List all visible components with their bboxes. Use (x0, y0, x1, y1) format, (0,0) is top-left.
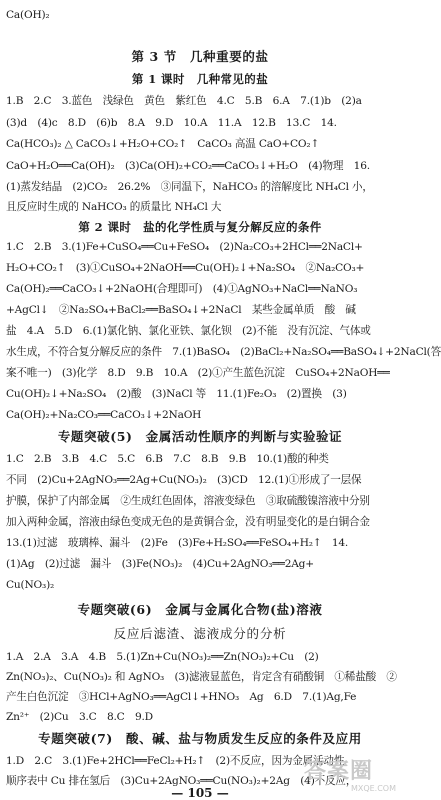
topic-subheading: 反应后滤渣、滤液成分的分析 (113, 626, 287, 641)
text-line: Ca(OH)₂ (6, 9, 50, 21)
text-line: (1)Ag (2)过滤 漏斗 (3)Fe(NO₃)₂ (4)Cu+2AgNO₃══2Ag+ (6, 558, 314, 570)
watermark-logo (304, 760, 396, 796)
text-line: 且反应时生成的 NaHCO₃ 的质量比 NH₄Cl 大 (6, 201, 222, 213)
text-line: 1.D 2.C 3.(1)Fe+2HCl══FeCl₂+H₂↑ (2)不反应，因为金属活动性 (6, 755, 345, 767)
section-heading: 第 3 节 几种重要的盐 (131, 49, 269, 64)
text-line: H₂O+CO₂↑ (3)①CuSO₄+2NaOH══Cu(OH)₂↓+Na₂SO₄ ②Na₂CO₃+ (6, 262, 365, 274)
topic-heading: 专题突破(6) 金属与金属化合物(盐)溶液 (77, 602, 323, 617)
text-line: 不同 (2)Cu+2AgNO₃══2Ag+Cu(NO₃)₂ (3)CD 12.(1)①形成了一层保 (6, 474, 362, 486)
lesson-heading: 第 2 课时 盐的化学性质与复分解反应的条件 (78, 220, 322, 234)
text-line: 13.(1)过滤 玻璃棒、漏斗 (2)Fe (3)Fe+H₂SO₄══FeSO₄+H₂↑ 14. (6, 537, 349, 549)
text-line: 顺序表中 Cu 排在氢后 (3)Cu+2AgNO₃══Cu(NO₃)₂+2Ag (4)不反应， (6, 775, 357, 787)
text-line: CaO+H₂O══Ca(OH)₂ (3)Ca(OH)₂+CO₂══CaCO₃↓+H₂O (4)物理 16. (6, 160, 370, 172)
text-line: 水生成，不符合复分解反应的条件 7.(1)BaSO₄ (2)BaCl₂+Na₂SO₄══BaSO₄↓+2NaCl(答 (6, 346, 441, 358)
text-line: 加入两种金属，溶液由绿色变成无色的是黄铜合金，没有明显变化的是白铜合金 (6, 516, 370, 528)
text-line: Ca(HCO₃)₂ △ CaCO₃↓+H₂O+CO₂↑ CaCO₃ 高温 CaO+CO₂↑ (6, 138, 320, 150)
lesson-heading: 第 1 课时 几种常见的盐 (131, 72, 269, 86)
page-number: — 105 — (171, 786, 229, 800)
text-line: (3)d (4)c 8.D (6)b 8.A 9.D 10.A 11.A 12.B 13.C 14. (6, 117, 337, 129)
text-line: 1.C 2.B 3.(1)Fe+CuSO₄══Cu+FeSO₄ (2)Na₂CO₃+2HCl══2NaCl+ (6, 241, 363, 253)
watermark-sub: MXQE.COM (350, 784, 396, 793)
text-line: Cu(NO₃)₂ (6, 579, 55, 591)
text-line: +AgCl↓ ②Na₂SO₄+BaCl₂══BaSO₄↓+2NaCl 某些金属单质 酸 碱 (6, 304, 356, 316)
topic-heading: 专题突破(7) 酸、碱、盐与物质发生反应的条件及应用 (38, 731, 362, 746)
text-line: Ca(OH)₂══CaCO₃↓+2NaOH(合理即可) (4)①AgNO₃+NaCl══NaNO₃ (6, 283, 358, 295)
text-line: Cu(OH)₂↓+Na₂SO₄ (2)酸 (3)NaCl 等 11.(1)Fe₂O₃ (2)置换 (3) (6, 388, 347, 400)
text-line: (1)蒸发结晶 (2)CO₂ 26.2% ③同温下，NaHCO₃ 的溶解度比 NH₄Cl 小， (6, 181, 373, 193)
text-line: 1.A 2.A 3.A 4.B 5.(1)Zn+Cu(NO₃)₂══Zn(NO₃)₂+Cu (2) (6, 651, 319, 663)
text-line: 1.C 2.B 3.B 4.C 5.C 6.B 7.C 8.B 9.B 10.(1)酸的种类 (6, 453, 329, 465)
watermark-main: 答案圈 (304, 759, 374, 784)
text-line: Zn(NO₃)₂、Cu(NO₃)₂ 和 AgNO₃ (3)滤液显蓝色，肯定含有硝酸铜 ①稀盐酸 ② (6, 671, 397, 683)
topic-heading: 专题突破(5) 金属活动性顺序的判断与实验验证 (57, 429, 343, 444)
text-line: Zn²⁺ (2)Cu 3.C 8.C 9.D (6, 711, 153, 723)
text-line: Ca(OH)₂+Na₂CO₃══CaCO₃↓+2NaOH (6, 409, 202, 421)
text-line: 护膜，保护了内部金属 ②生成红色固体，溶液变绿色 ③取硫酸镍溶液中分别 (6, 495, 370, 507)
text-line: 盐 4.A 5.D 6.(1)氯化钠、氯化亚铁、氯化钡 (2)不能 没有沉淀、气体或 (6, 325, 371, 337)
text-line: 1.B 2.C 3.蓝色 浅绿色 黄色 紫红色 4.C 5.B 6.A 7.(1)b (2)a (6, 95, 362, 107)
text-line: 产生白色沉淀 ③HCl+AgNO₃══AgCl↓+HNO₃ Ag 6.D 7.(1)Ag,Fe (6, 691, 357, 703)
text-line: 案不唯一) (3)化学 8.D 9.B 10.A (2)①产生蓝色沉淀 CuSO₄+2NaOH══ (6, 367, 390, 379)
